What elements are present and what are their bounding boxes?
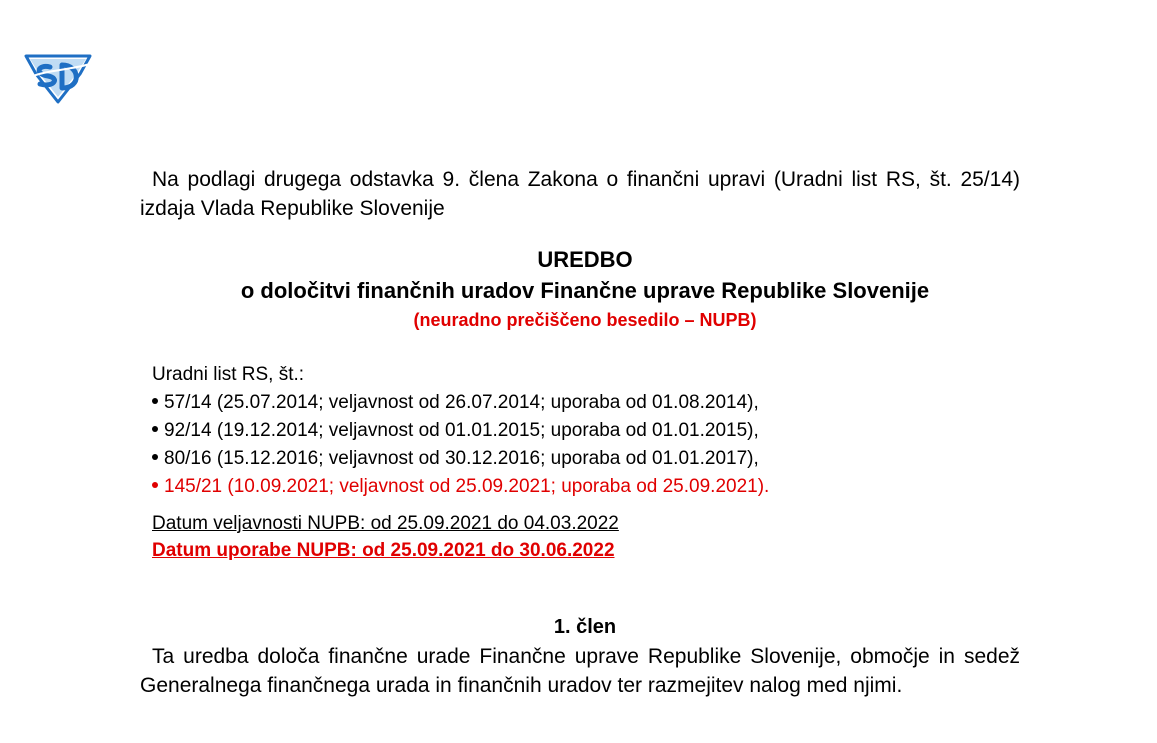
- gazette-item: 57/14 (25.07.2014; veljavnost od 26.07.2014; uporaba od 01.08.2014),: [152, 389, 769, 417]
- bullet-icon: [152, 398, 158, 404]
- bullet-icon: [152, 482, 158, 488]
- decree-title: UREDBO: [537, 247, 633, 272]
- decree-title-block: [140, 245, 1030, 333]
- validity-date: Datum veljavnosti NUPB: od 25.09.2021 do 04.03.2022: [152, 513, 619, 534]
- gazette-item-amendment: 145/21 (10.09.2021; veljavnost od 25.09.2021; uporaba od 25.09.2021).: [152, 473, 769, 501]
- article-heading: 1. člen: [553, 616, 617, 638]
- application-date: Datum uporabe NUPB: od 25.09.2021 do 30.06.2022: [152, 540, 615, 561]
- sd-shield-logo-icon: [20, 50, 96, 104]
- bullet-icon: [152, 454, 158, 460]
- gazette-list: [152, 361, 769, 501]
- article-text: Ta uredba določa finančne urade Finančne uprave Republike Slovenije, območje in sedež Generalnega finančnega urada in finančnih uradov ter razmejitev nalog med njimi.: [140, 645, 1020, 697]
- decree-subtitle: o določitvi finančnih uradov Finančne uprave Republike Slovenije: [240, 278, 930, 303]
- gazette-item: 80/16 (15.12.2016; veljavnost od 30.12.2016; uporaba od 01.01.2017),: [152, 445, 769, 473]
- gazette-item: 92/14 (19.12.2014; veljavnost od 01.01.2015; uporaba od 01.01.2015),: [152, 417, 769, 445]
- gazette-heading: Uradni list RS, št.:: [152, 364, 305, 385]
- nupb-dates: [152, 510, 619, 564]
- bullet-icon: [152, 426, 158, 432]
- intro-paragraph: Na podlagi drugega odstavka 9. člena Zakona o finančni upravi (Uradni list RS, št. 25/14) izdaja Vlada Republike Slovenije: [140, 168, 1020, 220]
- nupb-note: (neuradno prečiščeno besedilo – NUPB): [413, 310, 757, 330]
